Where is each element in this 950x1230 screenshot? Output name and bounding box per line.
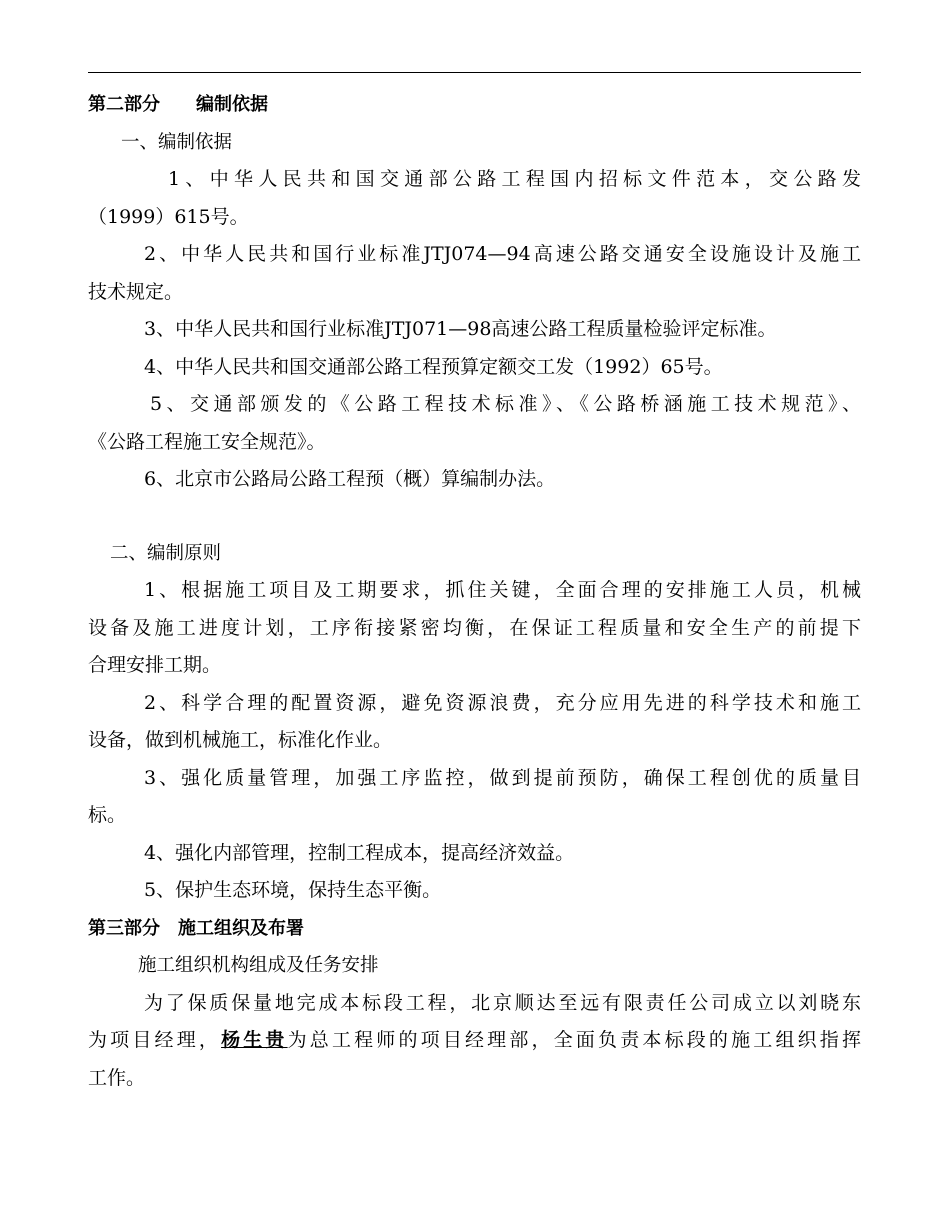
principle-3-line2: 标。 [88,804,127,826]
part3-heading: 第三部分 施工组织及布署 [88,917,304,939]
part3-para-line3: 工作。 [88,1066,146,1089]
basis-item-6: 6、北京市公路局公路工程预（概）算编制办法。 [144,468,556,490]
principle-5: 5、保护生态环境，保持生态平衡。 [144,879,442,901]
part3-para-line1: 为了保质保量地完成本标段工程，北京顺达至远有限责任公司成立以刘晓东 [144,991,861,1014]
part3-para-line2-start: 为项目经理， [88,1029,222,1051]
basis-item-1-line2: （1999）615号。 [88,205,249,228]
principle-1-line3: 合理安排工期。 [88,654,222,676]
basis-item-5-line1: 5、交通部颁发的《公路工程技术标准》、《公路桥涵施工技术规范》、 [150,393,861,415]
header-rule [88,72,861,73]
spacer [88,499,861,535]
principle-1-line1: 1、根据施工项目及工期要求，抓住关键，全面合理的安排施工人员，机械 [144,579,861,601]
principle-2-line1: 2、科学合理的配置资源，避免资源浪费，充分应用先进的科学技术和施工 [144,691,861,714]
part2-sub-basis: 一、编制依据 [121,131,233,153]
principle-2-line2: 设备，做到机械施工，标准化作业。 [88,729,393,751]
part3-sub-organization: 施工组织机构组成及任务安排 [138,955,379,976]
part3-para-line2-end: 为总工程师的项目经理部，全面负责本标段的施工组织指挥 [287,1029,861,1051]
principle-1-line2: 设备及施工进度计划，工序衔接紧密均衡，在保证工程质量和安全生产的前提下 [88,616,861,639]
principle-4: 4、强化内部管理，控制工程成本，提高经济效益。 [144,841,575,864]
basis-item-4: 4、中华人民共和国交通部公路工程预算定额交工发（1992）65号。 [144,355,723,378]
basis-item-1-line1: 1、中华人民共和国交通部公路工程国内招标文件范本，交公路发 [168,168,861,190]
basis-item-2-line1: 2、中华人民共和国行业标准JTJ074—94高速公路交通安全设施设计及施工 [144,243,861,265]
basis-item-2-line2: 技术规定。 [88,280,184,303]
part2-heading: 第二部分 编制依据 [88,94,268,115]
principle-3-line1: 3、强化质量管理，加强工序监控，做到提前预防，确保工程创优的质量目 [144,766,861,789]
basis-item-5-line2: 《公路工程施工安全规范》。 [88,430,326,453]
part3-para-line2 [88,1022,861,1060]
document-body [88,86,861,1097]
part2-sub-principles: 二、编制原则 [110,542,222,564]
chief-engineer-name: 杨生贵 [221,1029,288,1051]
basis-item-3: 3、中华人民共和国行业标准JTJ071—98高速公路工程质量检验评定标准。 [144,318,777,340]
